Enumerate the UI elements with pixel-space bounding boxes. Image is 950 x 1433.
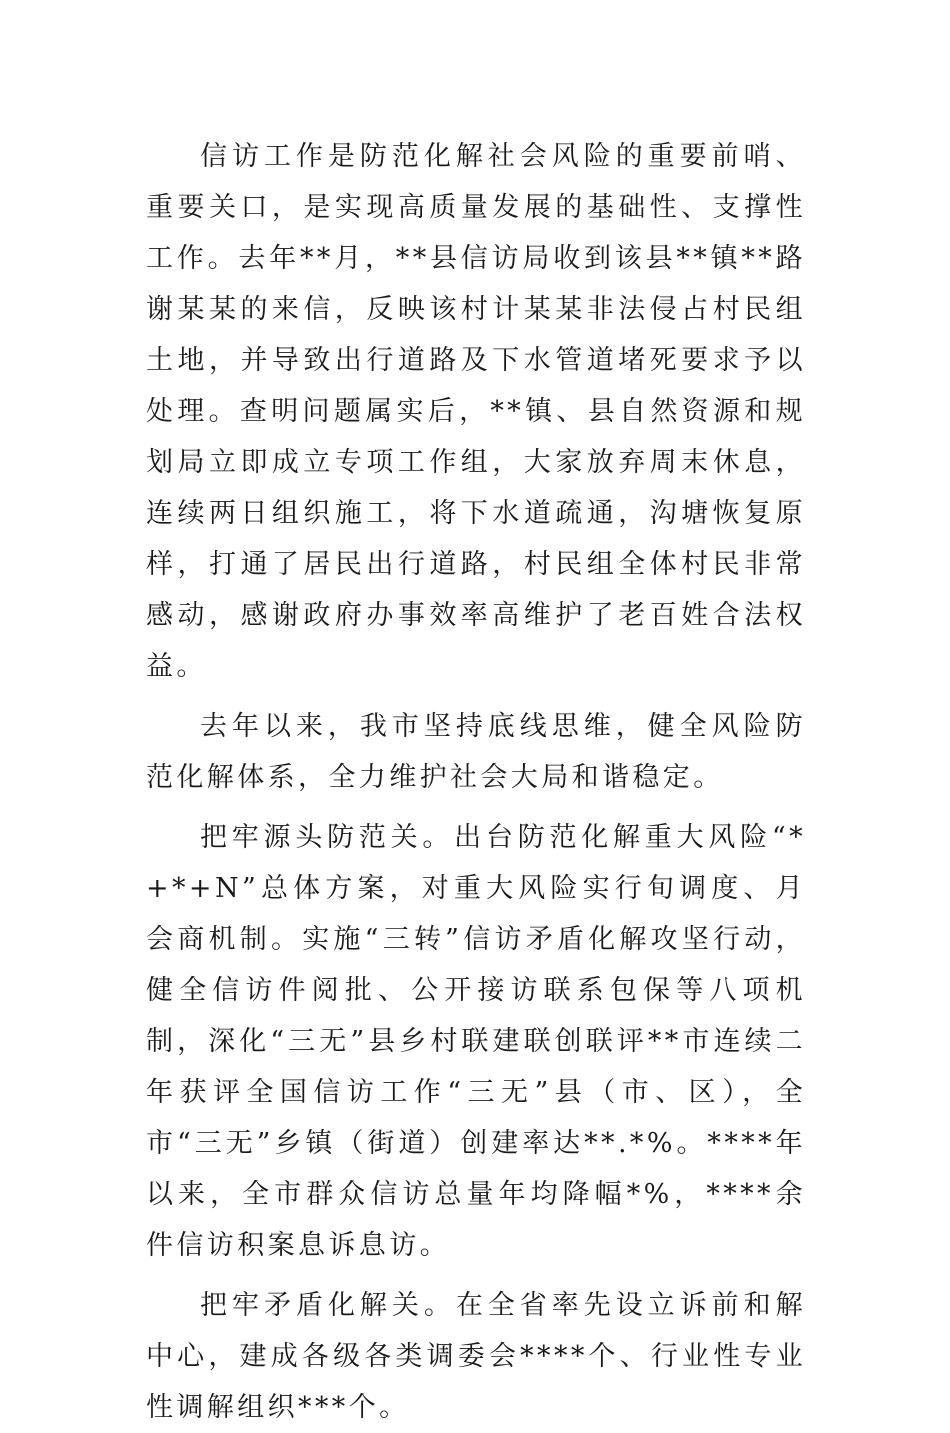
paragraph-overview: 去年以来，我市坚持底线思维，健全风险防范化解体系，全力维护社会大局和谐稳定。	[146, 711, 806, 793]
paragraph-conflict-resolution: 把牢矛盾化解关。在全省率先设立诉前和解中心，建成各级各类调委会****个、行业性专业性调解组织***个。	[146, 1290, 806, 1423]
document-body	[146, 131, 806, 1433]
paragraph-source-prevention: 把牢源头防范关。出台防范化解重大风险“*+*+N”总体方案，对重大风险实行旬调度、月会商机制。实施“三转”信访矛盾化解攻坚行动，健全信访件阅批、公开接访联系包保等八项机制，深化“三无”县乡村联建联创联评**市连续二年获评全国信访工作“三无”县（市、区），全市“三无”乡镇（街道）创建率达**.*%。****年以来，全市群众信访总量年均降幅*%，****余件信访积案息诉息访。	[146, 822, 806, 1261]
paragraph-petition-case: 信访工作是防范化解社会风险的重要前哨、重要关口，是实现高质量发展的基础性、支撑性工作。去年**月，**县信访局收到该县**镇**路谢某某的来信，反映该村计某某非法侵占村民组土地，并导致出行道路及下水管道堵死要求予以处理。查明问题属实后，**镇、县自然资源和规划局立即成立专项工作组，大家放弃周末休息，连续两日组织施工，将下水道疏通，沟塘恢复原样，打通了居民出行道路，村民组全体村民非常感动，感谢政府办事效率高维护了老百姓合法权益。	[146, 141, 806, 682]
